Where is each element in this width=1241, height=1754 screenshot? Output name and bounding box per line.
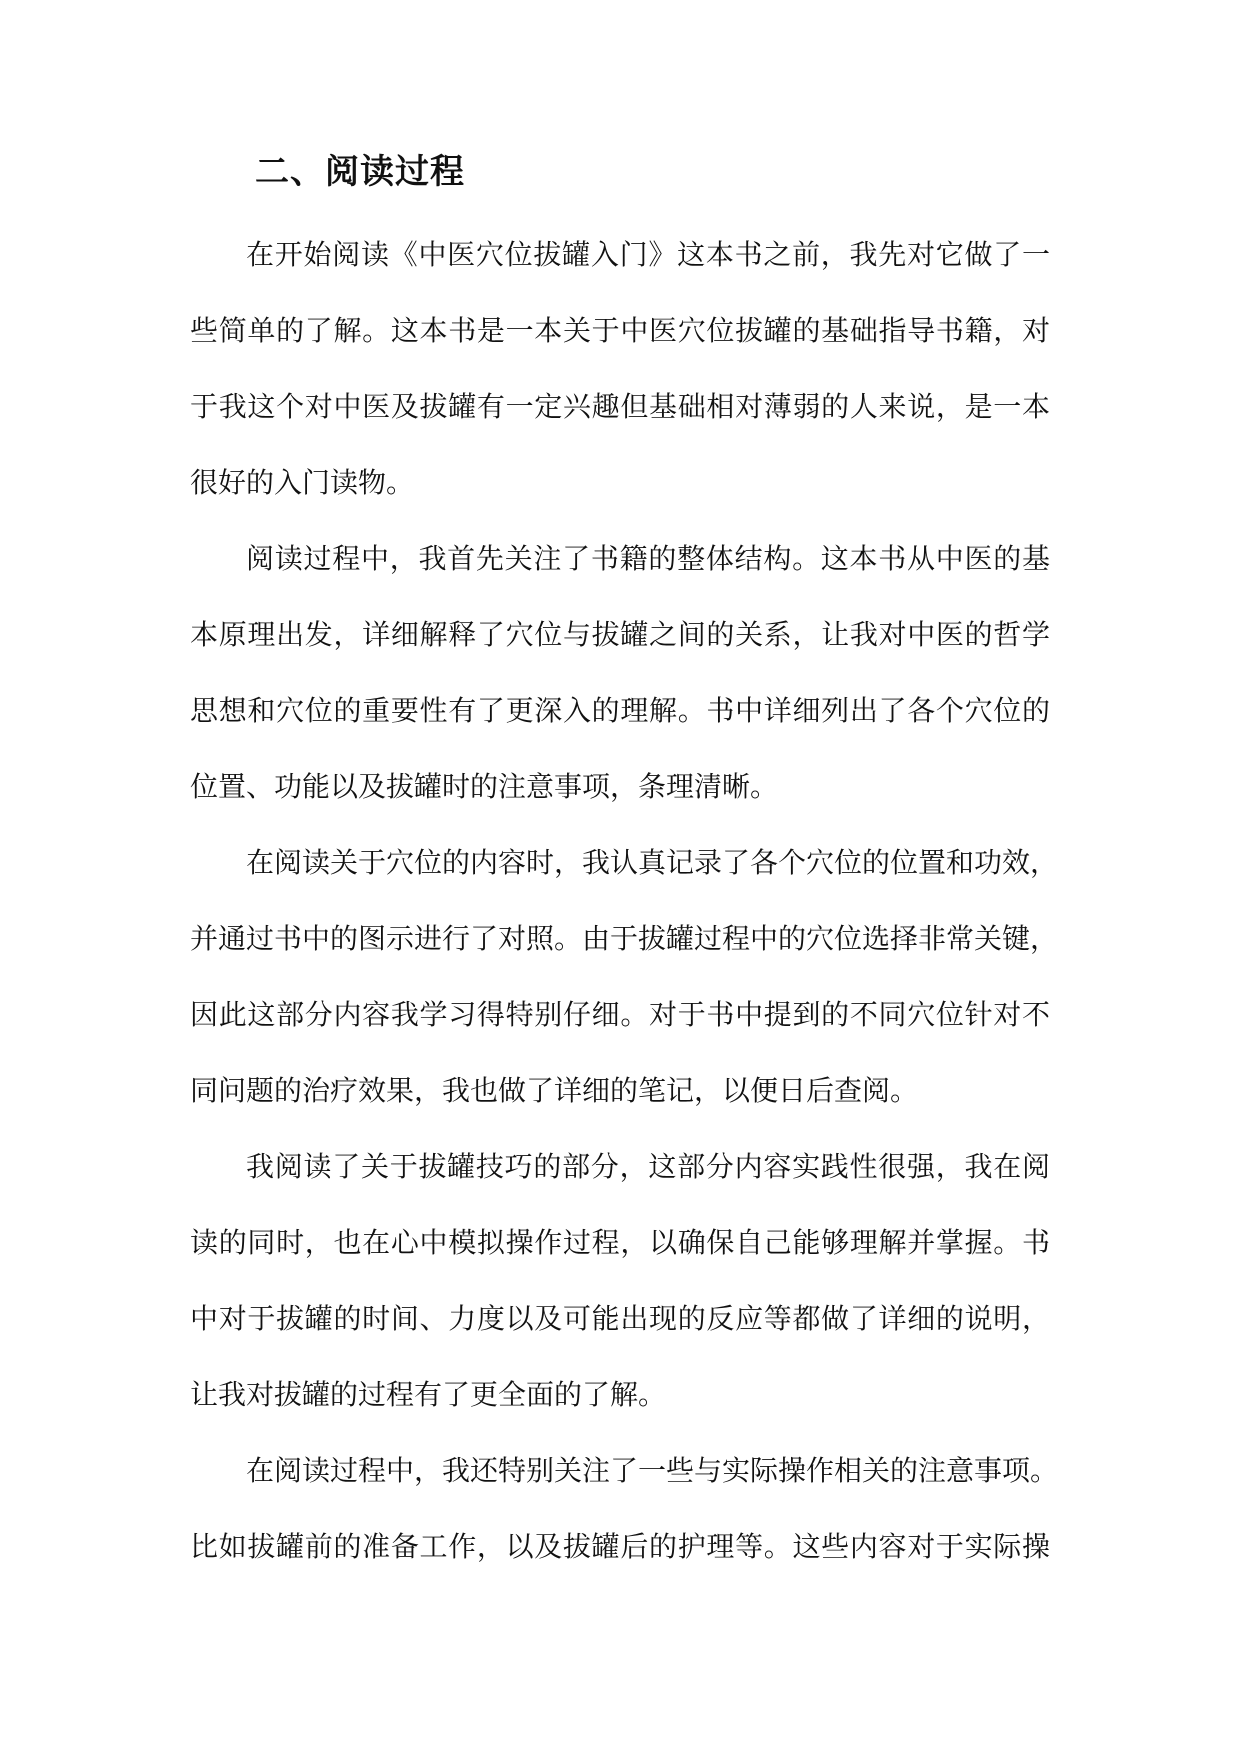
paragraph-line: 阅读过程中，我首先关注了书籍的整体结构。这本书从中医的基 — [246, 542, 1050, 575]
section-heading: 二、阅读过程 — [255, 152, 465, 192]
paragraph-line: 读的同时，也在心中模拟操作过程，以确保自己能够理解并掌握。书 — [190, 1226, 1050, 1259]
paragraph-line: 并通过书中的图示进行了对照。由于拔罐过程中的穴位选择非常关键， — [190, 922, 1059, 955]
paragraph-line: 我阅读了关于拔罐技巧的部分，这部分内容实践性很强，我在阅 — [246, 1150, 1050, 1183]
paragraph-line: 思想和穴位的重要性有了更深入的理解。书中详细列出了各个穴位的 — [190, 694, 1050, 727]
paragraph-line: 些简单的了解。这本书是一本关于中医穴位拔罐的基础指导书籍，对 — [190, 314, 1050, 347]
paragraph-line: 让我对拔罐的过程有了更全面的了解。 — [190, 1378, 667, 1411]
body-text — [190, 230, 1059, 1598]
paragraph-line: 于我这个对中医及拔罐有一定兴趣但基础相对薄弱的人来说，是一本 — [190, 390, 1050, 423]
paragraph-line: 中对于拔罐的时间、力度以及可能出现的反应等都做了详细的说明， — [190, 1302, 1050, 1335]
paragraph-3 — [190, 838, 1059, 1142]
paragraph-line: 同问题的治疗效果，我也做了详细的笔记，以便日后查阅。 — [190, 1074, 919, 1107]
paragraph-line: 本原理出发，详细解释了穴位与拔罐之间的关系，让我对中医的哲学 — [190, 618, 1050, 651]
paragraph-line: 在阅读关于穴位的内容时，我认真记录了各个穴位的位置和功效， — [246, 846, 1059, 879]
paragraph-line: 在开始阅读《中医穴位拔罐入门》这本书之前，我先对它做了一 — [246, 238, 1050, 271]
paragraph-line: 因此这部分内容我学习得特别仔细。对于书中提到的不同穴位针对不 — [190, 998, 1050, 1031]
paragraph-4 — [190, 1142, 1050, 1446]
paragraph-line: 比如拔罐前的准备工作，以及拔罐后的护理等。这些内容对于实际操 — [190, 1530, 1050, 1563]
paragraph-line: 位置、功能以及拔罐时的注意事项，条理清晰。 — [190, 770, 779, 803]
paragraph-line: 很好的入门读物。 — [190, 466, 415, 499]
paragraph-line: 在阅读过程中，我还特别关注了一些与实际操作相关的注意事项。 — [246, 1454, 1059, 1487]
paragraph-1 — [190, 230, 1050, 534]
paragraph-2 — [190, 534, 1050, 838]
paragraph-5 — [190, 1446, 1059, 1598]
